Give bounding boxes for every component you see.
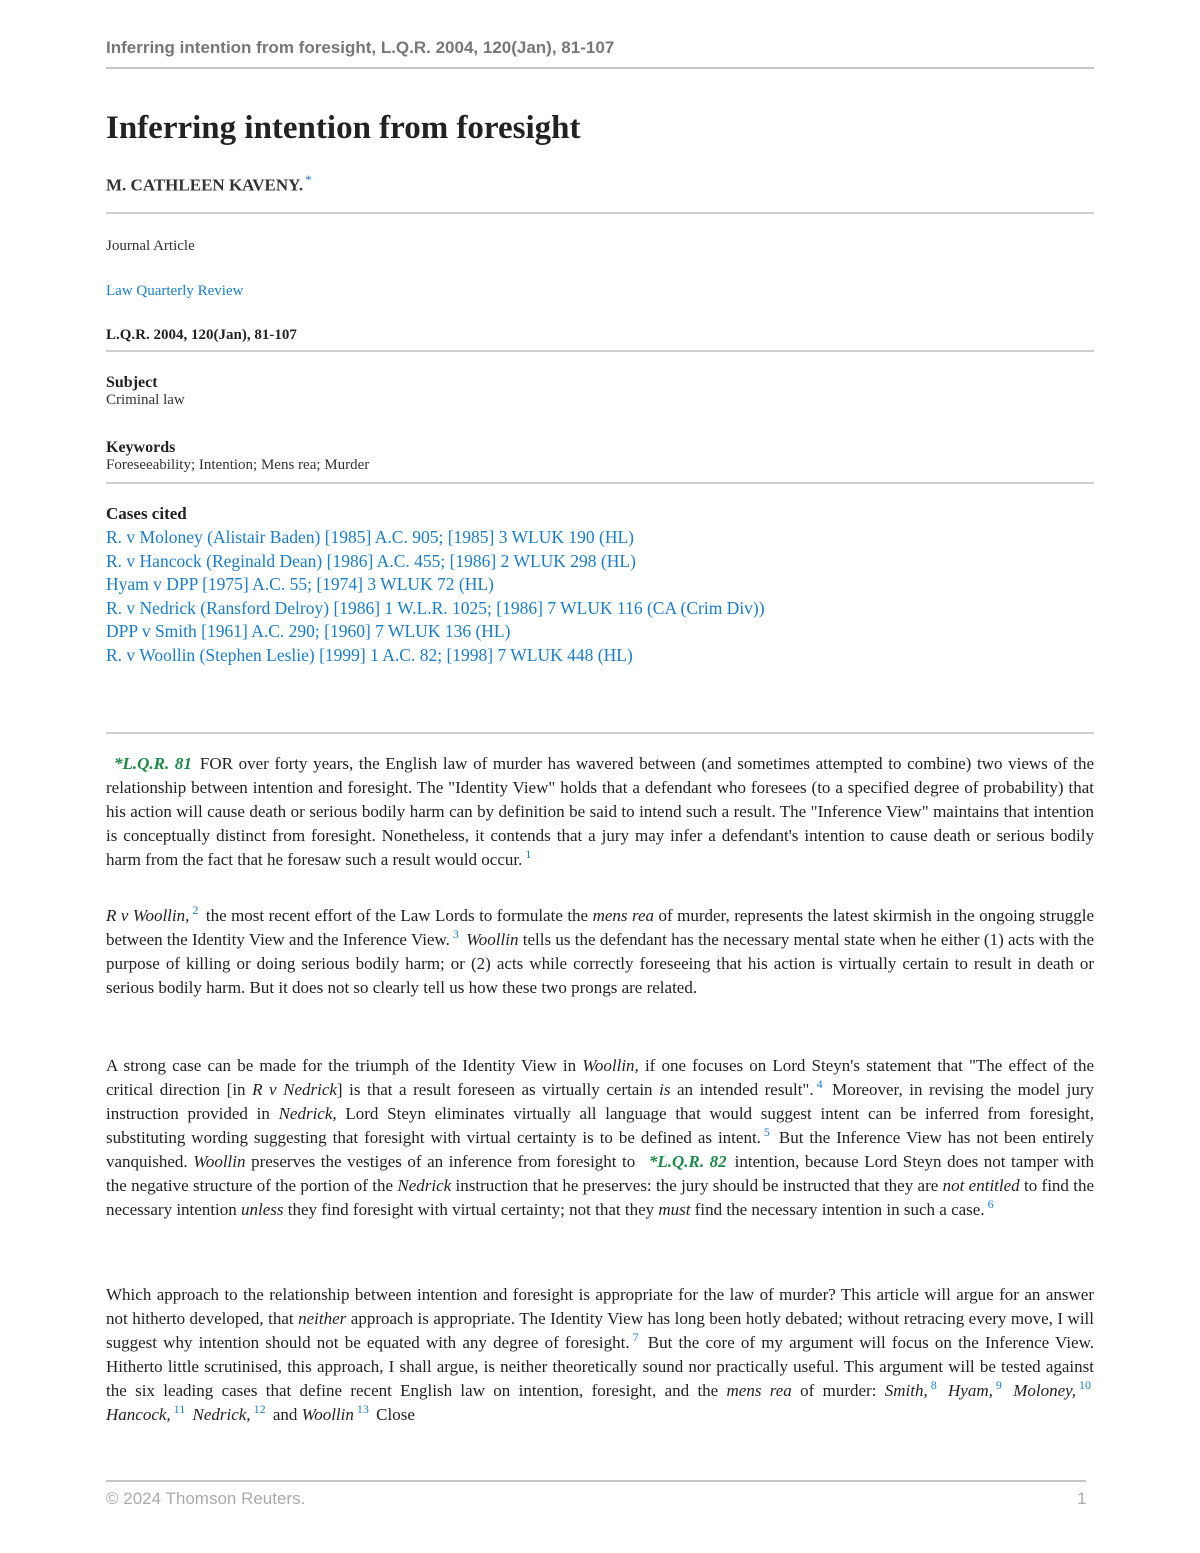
copyright: © 2024 Thomson Reuters.: [106, 1489, 306, 1508]
page-marker: *L.Q.R. 82: [648, 1152, 727, 1171]
doc-type: Journal Article: [106, 238, 195, 254]
cases-label: Cases cited: [106, 504, 187, 523]
article-author: [106, 172, 312, 196]
title-divider: [106, 212, 1094, 214]
article-title: Inferring intention from foresight: [106, 110, 581, 146]
case-link[interactable]: R. v Nedrick (Ransford Delroy) [1986] 1 W.L.R. 1025; [1986] 7 WLUK 116 (CA (Crim Div)): [106, 597, 765, 618]
author-name: M. CATHLEEN KAVENY.: [106, 175, 304, 195]
citation: L.Q.R. 2004, 120(Jan), 81-107: [106, 327, 297, 343]
citation-divider: [106, 350, 1094, 352]
subject-block: [106, 374, 185, 409]
footer-divider: [106, 1480, 1086, 1482]
subject-label: Subject: [106, 374, 158, 391]
paragraph-1: *L.Q.R. 81 FOR over forty years, the English law of murder has wavered between (and sometimes attempted to combine) two views of the relationship between intention and foresight. The "Identity View" holds that a defendant who foresees (to a specified degree of probability) that his action will cause death or serious bodily harm can by definition be said to intend such a result. The "Inference View" maintains that intention is conceptually distinct from foresight. Nonetheless, it contends that a jury may infer a defendant's intention to cause death or serious bodily harm from the fact that he foresaw such a result would occur. $^1$: [106, 754, 1094, 869]
cases-cited: [106, 504, 1096, 667]
journal-link[interactable]: Law Quarterly Review: [106, 283, 244, 299]
footnote-link[interactable]: 6: [987, 1197, 994, 1212]
case-link[interactable]: R. v Hancock (Reginald Dean) [1986] A.C. 455; [1986] 2 WLUK 298 (HL): [106, 550, 636, 571]
page-number: 1: [1077, 1489, 1087, 1508]
paragraph-2: R v Woollin, $^2$ the most recent effort of the Law Lords to formulate the mens rea of murder, represents the latest skirmish in the ongoing struggle between the Identity View and the Inference View. $^3$ Woollin tells us the defendant has the necessary mental state when he either (1) acts with the purpose of killing or doing serious bodily harm; or (2) acts while correctly foreseeing that his action is virtually certain to result in death or serious bodily harm. But it does not so clearly tell us how these two prongs are related.: [106, 903, 1095, 997]
case-link[interactable]: DPP v Smith [1961] A.C. 290; [1960] 7 WLUK 136 (HL): [106, 621, 511, 641]
case-link[interactable]: R. v Woollin (Stephen Leslie) [1999] 1 A.C. 82; [1998] 7 WLUK 448 (HL): [106, 644, 633, 665]
footnote-link[interactable]: 11: [173, 1402, 186, 1417]
footnote-link[interactable]: 3: [452, 927, 459, 942]
body-divider: [106, 732, 1094, 734]
paragraph-4: Which approach to the relationship between intention and foresight is appropriate for the law of murder? This article will argue for an answer not hitherto developed, that neither approach is appropriate. The Identity View has long been hotly debated; without retracing every move, I will suggest why intention should not be equated with any degree of foresight. $^7$ But the core of my argument will focus on the Inference View. Hitherto little scrutinised, this approach, I shall argue, is neither theoretically sound nor practically useful. This argument will be tested against the six leading cases that define recent English law on intention, foresight, and the mens rea of murder: Smith, $^8$ Hyam, $^9$ Moloney, $^{10}$ Hancock, $^{11}$ Nedrick, $^{12}$ and Woollin $^{13}$ Close: [106, 1285, 1095, 1424]
paragraph-3: A strong case can be made for the triumph of the Identity View in Woollin, if one focuses on Lord Steyn's statement that "The effect of the critical direction [in R v Nedrick] is that a result foreseen as virtually certain is an intended result". $^4$ Moreover, in revising the model jury instruction provided in Nedrick, Lord Steyn eliminates virtually all language that would suggest intent can be inferred from foresight, substituting wording suggesting that foresight with virtual certainty is to be defined as intent. $^5$ But the Inference View has not been entirely vanquished. Woollin preserves the vestiges of an inference from foresight to *L.Q.R. 82 intention, because Lord Steyn does not tamper with the negative structure of the portion of the Nedrick instruction that he preserves: the jury should be instructed that they are not entitled to find the necessary intention unless they find foresight with virtual certainty; not that they must find the necessary intention in such a case. $^6$: [106, 1056, 1095, 1219]
case-link[interactable]: R. v Moloney (Alistair Baden) [1985] A.C. 905; [1985] 3 WLUK 190 (HL): [106, 527, 635, 547]
keywords-label: Keywords: [106, 439, 176, 456]
keywords-divider: [106, 482, 1094, 484]
author-footnote-link[interactable]: *: [305, 172, 312, 187]
footnote-link[interactable]: 1: [525, 847, 532, 862]
footnote-link[interactable]: 4: [816, 1077, 823, 1092]
footnote-link[interactable]: 8: [930, 1378, 937, 1393]
footnote-link[interactable]: 5: [763, 1125, 770, 1140]
subject-value: Criminal law: [106, 392, 185, 408]
keywords-value: Foreseeability; Intention; Mens rea; Murder: [106, 457, 370, 473]
footnote-link[interactable]: 9: [995, 1378, 1002, 1393]
page-marker: *L.Q.R. 81: [114, 754, 192, 773]
running-header-title: Inferring intention from foresight, L.Q.R. 2004, 120(Jan), 81-107: [106, 38, 615, 57]
case-link[interactable]: Hyam v DPP [1975] A.C. 55; [1974] 3 WLUK 72 (HL): [106, 574, 494, 594]
keywords-block: [106, 439, 369, 474]
footnote-link[interactable]: 13: [356, 1402, 369, 1417]
footnote-link[interactable]: 10: [1079, 1378, 1091, 1393]
header-divider: [106, 67, 1094, 69]
footnote-link[interactable]: 12: [253, 1402, 266, 1417]
footnote-link[interactable]: 2: [192, 903, 199, 918]
footnote-link[interactable]: 7: [632, 1330, 639, 1345]
